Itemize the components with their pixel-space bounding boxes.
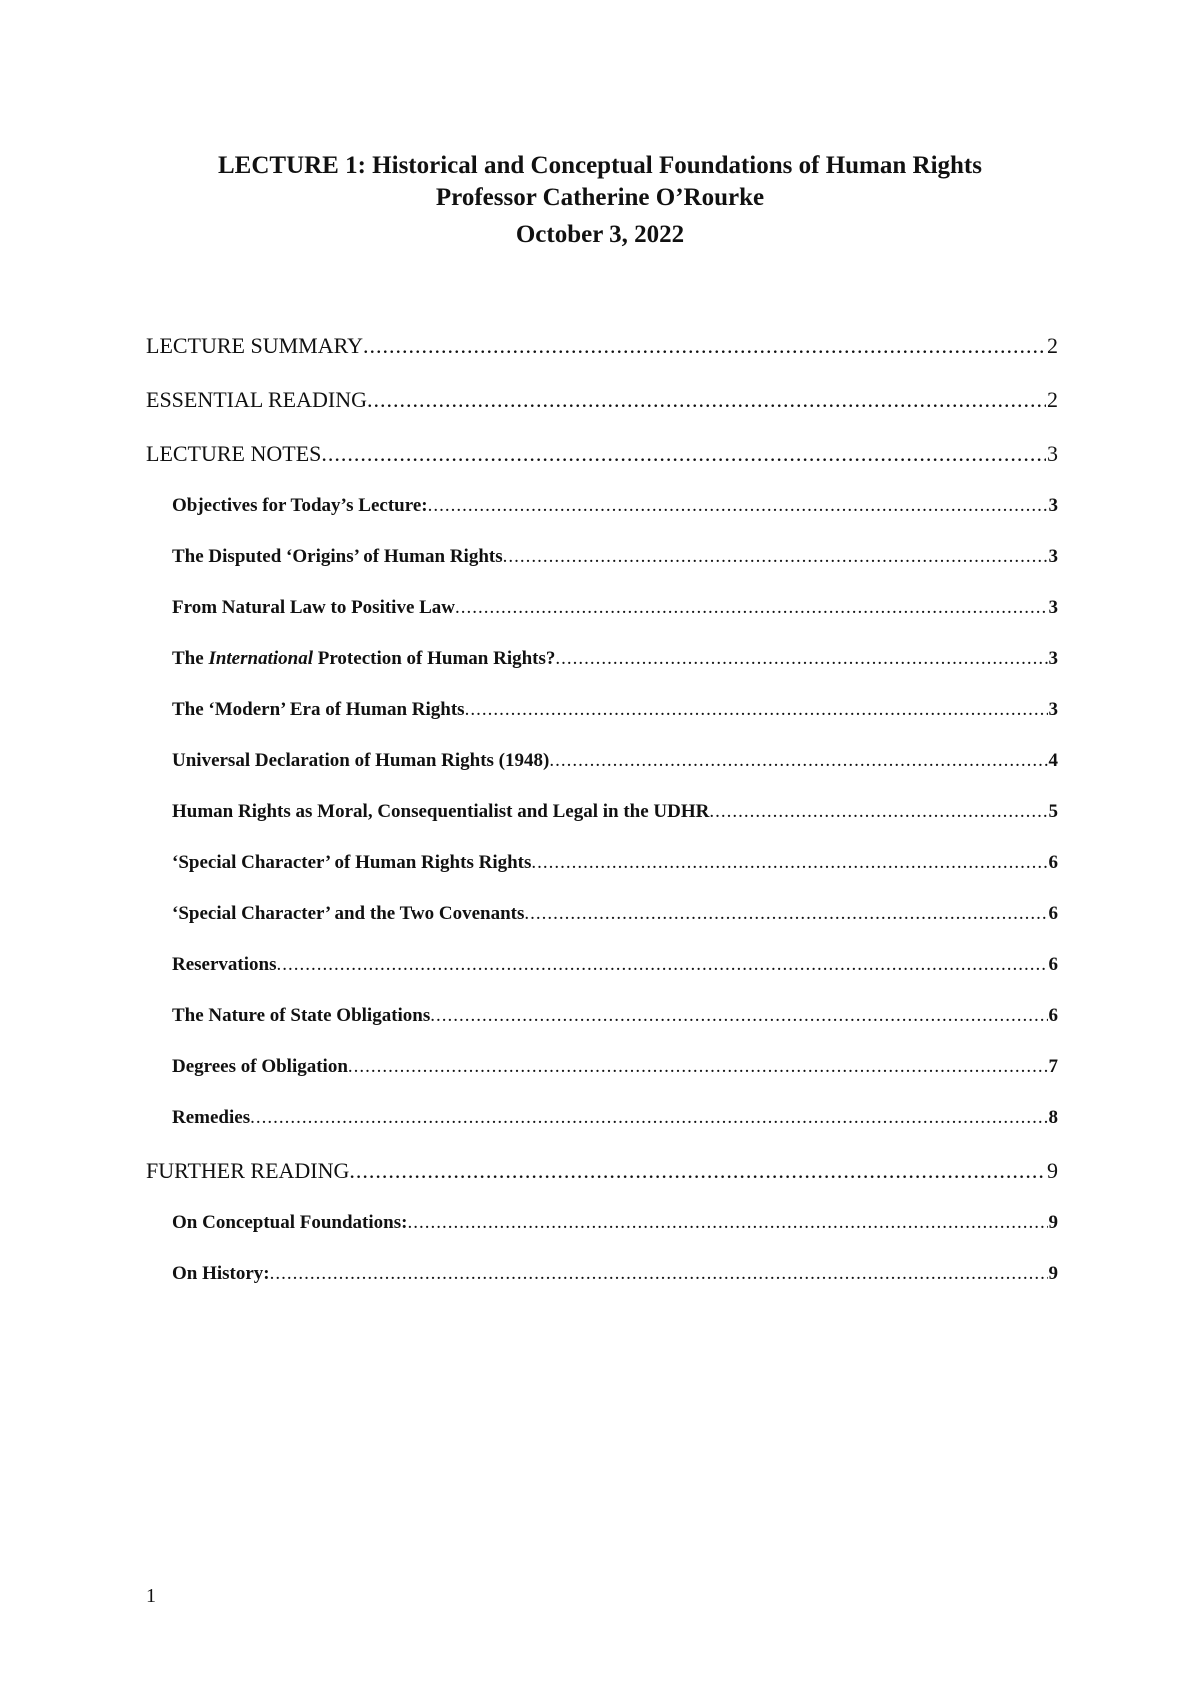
toc-leader-dots (407, 1209, 1047, 1237)
toc-entry-text: Objectives for Today’s Lecture: (172, 495, 428, 516)
toc-page-number: 6 (1048, 903, 1058, 924)
toc-entry-text: The Disputed ‘Origins’ of Human Rights (172, 546, 503, 567)
toc-entry-modern-era[interactable] (146, 696, 1058, 747)
toc-entry-text: The Nature of State Obligations (172, 1005, 431, 1026)
toc-entry-text-post: Protection of Human Rights? (312, 648, 556, 669)
toc-page-number: 2 (1047, 333, 1058, 358)
toc-entry-text: Degrees of Obligation (172, 1056, 348, 1077)
toc-entry-text: FURTHER READING (146, 1158, 350, 1183)
toc-page-number: 9 (1048, 1263, 1058, 1284)
toc-page-number: 9 (1048, 1212, 1058, 1233)
toc-page-number: 3 (1048, 699, 1058, 720)
toc-page-number: 8 (1048, 1107, 1058, 1128)
toc-page-number: 3 (1048, 597, 1058, 618)
toc-page-number: 3 (1048, 648, 1058, 669)
toc-entry-text: ESSENTIAL READING (146, 387, 367, 412)
toc-page-number: 6 (1048, 954, 1058, 975)
toc-entry-lecture-summary[interactable] (146, 330, 1058, 384)
toc-entry-text (172, 645, 555, 673)
toc-leader-dots (555, 645, 1047, 673)
toc-leader-dots (455, 594, 1047, 622)
toc-leader-dots (348, 1053, 1048, 1081)
toc-page-number: 7 (1048, 1056, 1058, 1077)
toc-entry-remedies[interactable] (146, 1104, 1058, 1155)
toc-entry-text: Universal Declaration of Human Rights (1948) (172, 750, 550, 771)
toc-entry-conceptual-foundations[interactable] (146, 1209, 1058, 1260)
lecture-title: LECTURE 1: Historical and Conceptual Foundations of Human Rights (217, 152, 982, 179)
toc-entry-text: ‘Special Character’ of Human Rights Rights (172, 852, 532, 873)
toc-leader-dots (367, 384, 1046, 416)
toc-leader-dots (321, 438, 1046, 470)
toc-leader-dots (428, 492, 1048, 520)
toc-page-number: 6 (1048, 1005, 1058, 1026)
toc-leader-dots (503, 543, 1048, 571)
toc-page-number: 3 (1047, 441, 1058, 466)
toc-entry-further-reading[interactable] (146, 1155, 1058, 1209)
toc-leader-dots (531, 849, 1047, 877)
toc-page-number: 4 (1048, 750, 1058, 771)
toc-entry-state-obligations[interactable] (146, 1002, 1058, 1053)
toc-leader-dots (524, 900, 1047, 928)
toc-page-number: 3 (1048, 546, 1058, 567)
toc-entry-essential-reading[interactable] (146, 384, 1058, 438)
toc-entry-text: LECTURE SUMMARY (146, 333, 363, 358)
page-number: 1 (146, 1585, 156, 1607)
toc-leader-dots (549, 747, 1047, 775)
toc-leader-dots (349, 1155, 1046, 1187)
toc-entry-text: ‘Special Character’ and the Two Covenants (172, 903, 525, 924)
toc-entry-text-emphasis: International (208, 648, 313, 669)
toc-entry-text: On Conceptual Foundations: (172, 1212, 408, 1233)
toc-entry-special-character[interactable] (146, 849, 1058, 900)
toc-page-number: 5 (1048, 801, 1058, 822)
toc-leader-dots (250, 1104, 1047, 1132)
toc-entry-text: From Natural Law to Positive Law (172, 597, 456, 618)
toc-entry-disputed-origins[interactable] (146, 543, 1058, 594)
toc-entry-text: On History: (172, 1263, 270, 1284)
toc-page-number: 2 (1047, 387, 1058, 412)
toc-page-number: 3 (1048, 495, 1058, 516)
toc-entry-international-protection[interactable] (146, 645, 1058, 696)
toc-leader-dots (270, 1260, 1048, 1288)
toc-entry-udhr[interactable] (146, 747, 1058, 798)
toc-leader-dots (709, 798, 1047, 826)
toc-entry-text: The ‘Modern’ Era of Human Rights (172, 699, 465, 720)
toc-entry-reservations[interactable] (146, 951, 1058, 1002)
toc-leader-dots (363, 330, 1046, 362)
toc-entry-text: Human Rights as Moral, Consequentialist and Legal in the UDHR (172, 801, 710, 822)
toc-entry-on-history[interactable] (146, 1260, 1058, 1311)
toc-entry-lecture-notes[interactable] (146, 438, 1058, 492)
toc-entry-moral-consequentialist-legal[interactable] (146, 798, 1058, 849)
toc-entry-text: LECTURE NOTES (146, 441, 322, 466)
toc-leader-dots (430, 1002, 1047, 1030)
toc-entry-text-pre: The (172, 648, 209, 669)
lecture-date: October 3, 2022 (515, 221, 685, 248)
toc-entry-text: Remedies (172, 1107, 251, 1128)
toc-entry-two-covenants[interactable] (146, 900, 1058, 951)
toc-page-number: 6 (1048, 852, 1058, 873)
table-of-contents (146, 330, 1058, 1311)
toc-entry-objectives[interactable] (146, 492, 1058, 543)
toc-entry-degrees-of-obligation[interactable] (146, 1053, 1058, 1104)
toc-leader-dots (465, 696, 1048, 724)
toc-entry-natural-law[interactable] (146, 594, 1058, 645)
title-block (0, 150, 1200, 251)
toc-page-number: 9 (1047, 1158, 1058, 1183)
toc-entry-text: Reservations (172, 954, 277, 975)
toc-leader-dots (276, 951, 1047, 979)
lecture-author: Professor Catherine O’Rourke (435, 184, 765, 211)
